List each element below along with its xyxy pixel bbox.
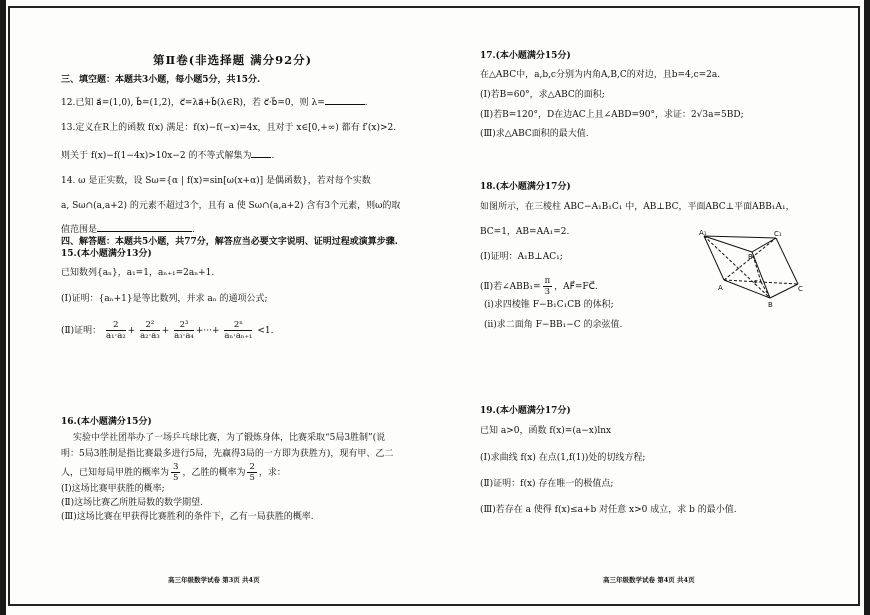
probability-fraction-yi: [247, 462, 256, 483]
fraction-term-n: [224, 320, 252, 341]
question-16-line3: [61, 462, 286, 484]
segment-a1-b: [704, 236, 770, 298]
inequality-tail: <1.: [257, 326, 274, 336]
fill-in-section: 三、填空题：本题共3小题，每小题5分，共15分.: [61, 75, 261, 85]
question-14-line1: 14. ω 是正实数，设 Sω={α | f(x)=sin[ω(x+α)] 是偶函数}，若对每个实数: [61, 176, 371, 186]
question-16-line2: 明：5局3胜制是指比赛最多进行5局，先赢得3局的一方即为获胜方)，现有甲、乙二: [61, 449, 394, 459]
question-15-part2-label: (Ⅱ)证明：: [61, 326, 102, 336]
question-17-part2: (Ⅱ)若B=120°，D在边AC上且∠ABD=90°，求证：2√3a=5BD;: [480, 110, 744, 120]
question-16-text-b: ，乙胜的概率为: [182, 468, 246, 478]
fraction-denominator: a₂·a₃: [140, 331, 160, 341]
fraction-numerator: 2: [249, 462, 255, 472]
answer-section: 四、解答题：本题共5小题，共77分，解答应当必要文字说明、证明过程或演算步骤.: [61, 237, 398, 247]
edge-a1-b1: [704, 236, 752, 252]
section-heading: 第Ⅱ卷(非选择题 满分92分): [153, 53, 313, 67]
question-15-intro: 已知数列{aₙ}，a₁=1，aₙ₊₁=2aₙ+1.: [61, 268, 215, 278]
fraction-denominator: 5: [173, 473, 179, 483]
label-b1: B₁: [748, 253, 756, 261]
probability-fraction-jia: [171, 462, 180, 483]
edge-c1-c: [776, 238, 798, 284]
question-17-intro: 在△ABC中，a,b,c分别为内角A,B,C的对边，且b=4,c=2a.: [480, 70, 721, 80]
left-footer: 高三年级数学试卷 第3页 共4页: [168, 576, 260, 584]
answer-blank: [325, 95, 365, 105]
question-15-part1: (Ⅰ)证明：{aₙ+1}是等比数列，并求 aₙ 的通项公式;: [61, 294, 268, 304]
angle-fraction: [543, 276, 553, 297]
question-15-title: 15.(本小题满分13分): [61, 249, 152, 259]
label-b: B: [768, 301, 773, 308]
right-footer: 高三年级数学试卷 第4页 共4页: [603, 576, 695, 584]
plus-sign: +: [127, 326, 136, 336]
answer-blank: [97, 222, 192, 232]
fraction-numerator: π: [544, 276, 551, 286]
question-18-text-b: ，AF⃗=FC⃗.: [554, 282, 598, 292]
question-17-part3: (Ⅲ)求△ABC面积的最大值.: [480, 129, 589, 139]
label-c: C: [798, 285, 803, 293]
fraction-denominator: a₃·a₄: [174, 331, 194, 341]
fraction-term-3: [174, 320, 194, 341]
question-14-line3: 值范围是 .: [61, 222, 195, 236]
label-a: A: [718, 284, 723, 292]
question-17-title: 17.(本小题满分15分): [480, 51, 571, 61]
question-14-text: 值范围是: [61, 225, 98, 235]
question-19-part1: (Ⅰ)求曲线 f(x) 在点(1,f(1))处的切线方程;: [480, 453, 646, 463]
question-12: 12.已知 a⃗=(1,0), b⃗=(1,2)，c⃗=λa⃗+b⃗(λ∈R)，若 c⃗·b⃗=0，则 λ= .: [61, 95, 368, 109]
scan-edge-right: [864, 0, 870, 615]
question-18-text-a: (Ⅱ)若∠ABB₁=: [480, 282, 541, 292]
question-18-line1: 如图所示，在三棱柱 ABC−A₁B₁C₁ 中，AB⊥BC，平面ABC⊥平面ABB₁A₁，: [480, 202, 795, 212]
segment-f-b: [761, 282, 770, 298]
edge-b-c: [770, 284, 798, 298]
fraction-numerator: 2ⁿ: [224, 320, 252, 331]
question-16-part2: (Ⅱ)这场比赛乙所胜局数的数学期望.: [61, 498, 204, 508]
edge-b1-c1: [752, 238, 776, 252]
fraction-numerator: 2²: [140, 320, 160, 331]
fraction-denominator: 3: [544, 287, 551, 297]
question-15-part2: [61, 320, 273, 342]
question-17-part1: (Ⅰ)若B=60°，求△ABC的面积;: [480, 90, 605, 100]
edge-a1-a: [704, 236, 724, 280]
question-18-part2: [480, 276, 598, 298]
label-f: F: [754, 279, 759, 287]
question-13-line1: 13.定义在R上的函数 f(x) 满足：f(x)−f(−x)=4x，且对于 x∈[0,+∞) 都有 f′(x)>2.: [61, 123, 397, 133]
question-16-part1: (Ⅰ)这场比赛甲获胜的概率;: [61, 484, 165, 494]
answer-blank: [251, 148, 271, 158]
label-c1: C₁: [774, 230, 782, 238]
question-19-title: 19.(本小题满分17分): [480, 406, 571, 416]
fraction-denominator: 5: [249, 473, 255, 483]
edge-a-b: [724, 280, 770, 298]
edge-a1-c1: [704, 236, 776, 238]
question-19-intro: 已知 a>0，函数 f(x)=(a−x)lnx: [480, 426, 612, 436]
fraction-denominator: a₁·a₂: [106, 331, 126, 341]
question-16-title: 16.(本小题满分15分): [61, 417, 152, 427]
question-12-text: 12.已知 a⃗=(1,0), b⃗=(1,2)，c⃗=λa⃗+b⃗(λ∈R)，若 c⃗·b⃗=0，则 λ=: [61, 98, 325, 108]
question-18-line2: BC=1，AB=AA₁=2.: [480, 227, 570, 237]
question-16-line1: 实验中学社团举办了一场乒乓球比赛，为了锻炼身体，比赛采取“5局3胜制”(说: [73, 433, 386, 443]
question-18-title: 18.(本小题满分17分): [480, 182, 571, 192]
question-18-sub-ii: (ⅱ)求二面角 F−BB₁−C 的余弦值.: [484, 320, 623, 330]
question-16-text-a: 人，已知每局甲胜的概率为: [61, 468, 170, 478]
label-a1: A₁: [699, 229, 707, 237]
fraction-term-2: [140, 320, 160, 341]
fraction-denominator: aₙ·aₙ₊₁: [224, 331, 253, 341]
plus-sign: +: [161, 326, 170, 336]
fraction-term-1: [106, 320, 126, 341]
fraction-numerator: 2: [106, 320, 126, 331]
question-13-text: 则关于 f(x)−f(1−4x)>10x−2 的不等式解集为: [61, 151, 252, 161]
prism-figure: [690, 228, 810, 308]
question-18-part1: (Ⅰ)证明：A₁B⊥AC₁;: [480, 252, 563, 262]
fraction-numerator: 2³: [174, 320, 194, 331]
ellipsis-sum: +···+: [195, 326, 220, 336]
question-16-text-c: ，求：: [258, 468, 286, 478]
fraction-numerator: 3: [173, 462, 179, 472]
question-19-part2: (Ⅱ)证明：f(x) 存在唯一的极值点;: [480, 479, 614, 489]
question-19-part3: (Ⅲ)若存在 a 使得 f(x)≤a+b 对任意 x>0 成立，求 b 的最小值.: [480, 505, 737, 515]
question-14-line2: a, Sω∩(a,a+2) 的元素不超过3个，且有 a 使 Sω∩(a,a+2) 含有3个元素，则ω的取: [61, 201, 401, 211]
question-13-line2: 则关于 f(x)−f(1−4x)>10x−2 的不等式解集为 .: [61, 148, 274, 162]
question-18-sub-i: (ⅰ)求四棱锥 F−B₁C₁CB 的体积;: [484, 300, 614, 310]
question-16-part3: (Ⅲ)这场比赛在甲获得比赛胜利的条件下，乙有一局获胜的概率.: [61, 512, 314, 522]
scan-edge-left: [0, 0, 6, 615]
